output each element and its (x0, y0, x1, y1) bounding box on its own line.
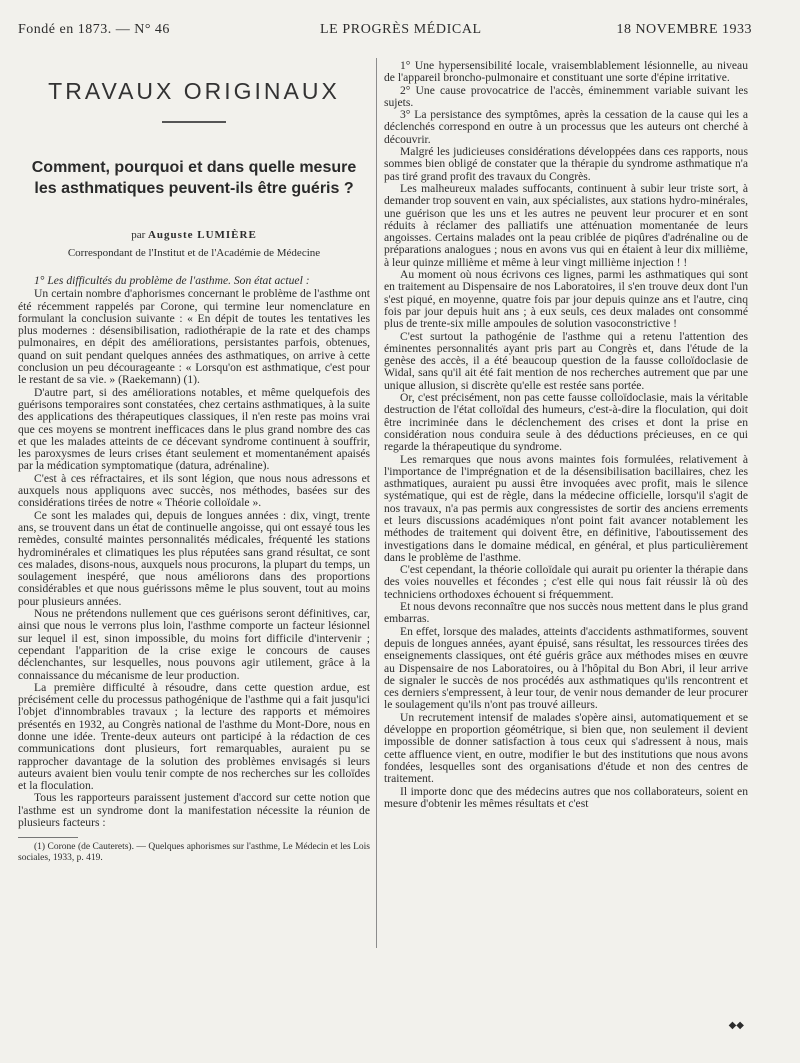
paragraph: Et nous devons reconnaître que nos succès nous mettent dans le plus grand embarras. (384, 600, 748, 626)
paragraph: 3° La persistance des symptômes, après la cessation de la cause qui les a déclenchés correspond en outre à un processus que les auteurs ont cherché à découvrir. (384, 108, 748, 146)
section-title: TRAVAUX ORIGINAUX (48, 78, 340, 104)
footnote-rule (18, 837, 78, 838)
paragraph: Les malheureux malades suffocants, continuent à subir leur triste sort, à demander trop souvent en vain, aux spécialistes, aux stations hydro-minérales, une guérison que les uns et les autres ne peuvent leur procurer et en sont réduits à réclamer des palliatifs une atténuation momentanée de leurs angoisses. Certains malades ont la peau criblée de piqûres d'adrénaline ou de préparations analogues ; nous en avons vus qui en étaient à leur dix millième, à leur quinze millième et même à leur vingt millième injection ! ! (384, 181, 748, 269)
paragraph: Malgré les judicieuses considérations développées dans ces rapports, nous sommes bien obligé de constater que la thérapie du syndrome asthmatique n'a pas tiré grand profit des travaux du Congrès. (384, 145, 748, 183)
right-body (384, 60, 748, 810)
paragraph: Nous ne prétendons nullement que ces guérisons seront définitives, car, ainsi que nous le verrons plus loin, l'asthme comporte un facteur lésionnel sur lequel il est, sinon impossible, du moins fort difficile d'intervenir ; cependant l'apparition de la crise exige le concours de causes déclenchantes, sur lesquelles, nous pouvons agir utilement, grâce à la connaissance du mécanisme de leur production. (18, 607, 370, 682)
left-body (18, 275, 370, 864)
article-title (18, 157, 370, 199)
paragraph: En effet, lorsque des malades, atteints d'accidents asthmatiformes, souvent depuis de longues années, ayant épuisé, sans résultat, les ressources tirées des enseignements classiques, ont été guéris grâce aux méthodes mises en œuvre au Dispensaire de nos Laboratoires, ou à l'hôpital du Bon Abri, il leur arrive de signaler le succès de nos procédés aux asthmatiques qu'ils rencontrent et ces derniers s'empressent, à leur tour, de venir nous demander de leur procurer le soulagement qu'ils n'ont pas trouvé ailleurs. (384, 624, 748, 712)
founded-issue: Fondé en 1873. — N° 46 (18, 22, 170, 37)
title-rule (162, 121, 226, 123)
issue-date: 18 NOVEMBRE 1933 (616, 22, 752, 37)
footnote: (1) Corone (de Cauterets). — Quelques aphorismes sur l'asthme, Le Médecin et les Lois sociales, 1933, p. 419. (18, 842, 370, 864)
paragraph: Au moment où nous écrivons ces lignes, parmi les asthmatiques qui sont en traitement au Dispensaire de nos Laboratoires, il s'en trouve deux dont l'un s'est piqué, en moyenne, quatre fois par jour depuis quinze ans et l'autre, cinq fois par jour depuis huit ans ; à eux seuls, ces deux malades ont consommé plus de trente-six mille ampoules de solution vasoconstrictive ! (384, 268, 748, 331)
byline (18, 229, 370, 241)
page-header (18, 22, 752, 44)
paragraph: C'est à ces réfractaires, et ils sont légion, que nous nous adressons et auxquels nous appliquons avec succès, nos méthodes, basées sur des considérations tirées de notre « Théorie colloïdale ». (18, 471, 370, 510)
author-name: Auguste LUMIÈRE (147, 229, 257, 241)
paragraph: C'est cependant, la théorie colloïdale qui aurait pu orienter la thérapie dans des voies nouvelles et fécondes ; c'est elle qui nous fait réussir là où des techniciens orthodoxes échouent si fréquemment. (384, 563, 748, 601)
paragraph: Or, c'est précisément, non pas cette fausse colloïdoclasie, mais la véritable destruction de l'état colloïdal des humeurs, c'est-à-dire la floculation, qui doit être incriminée dans le déclenchement des crises et dont la prise en considération nous conduira seule à des déductions précieuses, en ce qui regarde la thérapeutique du syndrome. (384, 391, 748, 454)
end-ornament: ◆◆ (728, 1020, 744, 1031)
paragraph: La première difficulté à résoudre, dans cette question ardue, est précisément celle du processus pathogénique de l'asthme qui a fait jusqu'ici l'objet d'innombrables travaux ; la lecture des rapports et mémoires présentés en 1932, au Congrès national de l'asthme du Mont-Dore, nous en donne une idée. Trente-deux auteurs ont participé à la rédaction de ces communications dont plusieurs, fort remarquables, auraient pu se rapprocher davantage de la solution des problèmes envisagés si leurs auteurs avaient bien voulu tenir compte de nos recherches sur les colloïdes et la floculation. (18, 680, 370, 793)
paragraph: Un certain nombre d'aphorismes concernant le problème de l'asthme ont été récemment rappelés par Corone, qui termine leur nomenclature en formulant la conclusion suivante : « En dépit de toutes les tentatives les plus modernes : désensibilisation, radiothérapie de la rate et des champs pulmonaires, en dépit des améliorations, persistantes parfois, obtenues, quand on suit pendant quelques années des asthmatiques, on arrive à cette conclusion un peu décourageante : « Lorsqu'on est asthmatique, c'est pour le restant de sa vie. » (Raekemann) (1). (18, 287, 370, 387)
paragraph: Tous les rapporteurs paraissent justement d'accord sur cette notion que l'asthme est un syndrome dont la manifestation nécessite la réunion de plusieurs facteurs : (18, 791, 370, 830)
journal-name: LE PROGRÈS MÉDICAL (320, 22, 482, 37)
article-title-line-1: Comment, pourquoi et dans quelle mesure (31, 159, 357, 176)
byline-prefix: par (131, 229, 146, 241)
paragraph: C'est surtout la pathogénie de l'asthme qui a retenu l'attention des éminentes personnalités ayant pris part au Congrès et, dans l'étude de la genèse des accès, il a été beaucoup question de la fausse colloïdoclasie de Widal, sans qu'il ait été fait mention de nos recherches autrement que par une unique allusion, si discrète qu'elle est restée sans portée. (384, 329, 748, 392)
subsection-heading: 1° Les difficultés du problème de l'asthme. Son état actuel : (34, 274, 310, 287)
paragraph: Il importe donc que des médecins autres que nos collaborateurs, soient en mesure d'obtenir les mêmes résultats et c'est (384, 784, 748, 810)
paragraph: Ce sont les malades qui, depuis de longues années : dix, vingt, trente ans, se trouvent dans un état de continuelle angoisse, qui ont essayé tous les remèdes, consulté maintes personnalités médicales, fréquenté les stations hydrominérales et climatiques les plus réputées sans grand résultat, ce sont ces malades, disons-nous, auxquels nous procurons, la plupart du temps, un soulagement inespéré, que nous améliorons dans des proportions considérables et que nous guérissons même le plus souvent, tout au moins pour plusieurs années. (18, 508, 370, 608)
right-column (384, 60, 748, 810)
article-title-line-2: les asthmatiques peuvent-ils être guéris ? (34, 180, 354, 197)
paragraph: Les remarques que nous avons maintes fois formulées, relativement à l'importance de l'imprégnation et de la désensibilisation bacillaires, chez les asthmatiques, auraient pu aussi être invoquées avec profit, mais le silence systématique, qui est de règle, dans la médecine officielle, lorsqu'il s'agit de nos travaux, n'a pas permis aux congressistes de sortir des anciens errements et leurs discussions académiques n'ont point fait avancer notablement les méthodes de traitement qui doivent être, en définitive, l'aboutissement des investigations dans le domaine médical, en général, et plus particulièrement dans le problème de l'asthme. (384, 452, 748, 564)
author-affiliation: Correspondant de l'Institut et de l'Académie de Médecine (67, 247, 321, 259)
column-divider (376, 58, 377, 948)
left-column (18, 60, 370, 864)
paragraph: 2° Une cause provocatrice de l'accès, éminemment variable suivant les sujets. (384, 83, 748, 109)
paragraph: Un recrutement intensif de malades s'opère ainsi, automatiquement et se développe en proportion géométrique, si bien que, non seulement il devient impossible de donner satisfaction à tous ceux qui s'adressent à nous, mais cette affluence vient, en outre, modifier le but des institutions que nous avons fondées, lesquelles sont des organisations d'étude et non des centres de traitement. (384, 710, 748, 786)
paragraph: D'autre part, si des améliorations notables, et même quelquefois des guérisons temporaires sont constatées, chez certains asthmatiques, à la suite des applications des thérapeutiques classiques, il n'en reste pas moins vrai que ces moyens se montrent inefficaces dans le plus grand nombre des cas et que les malades atteints de ce décevant syndrome continuent à souffrir, les paroxysmes de leurs crises étant seulement et momentanément apaisés par la médication symptomatique (datura, adrénaline). (18, 385, 370, 473)
paragraph: 1° Une hypersensibilité locale, vraisemblablement lésionnelle, au niveau de l'appareil broncho-pulmonaire et constituant une sorte d'épine irritative. (384, 59, 748, 85)
